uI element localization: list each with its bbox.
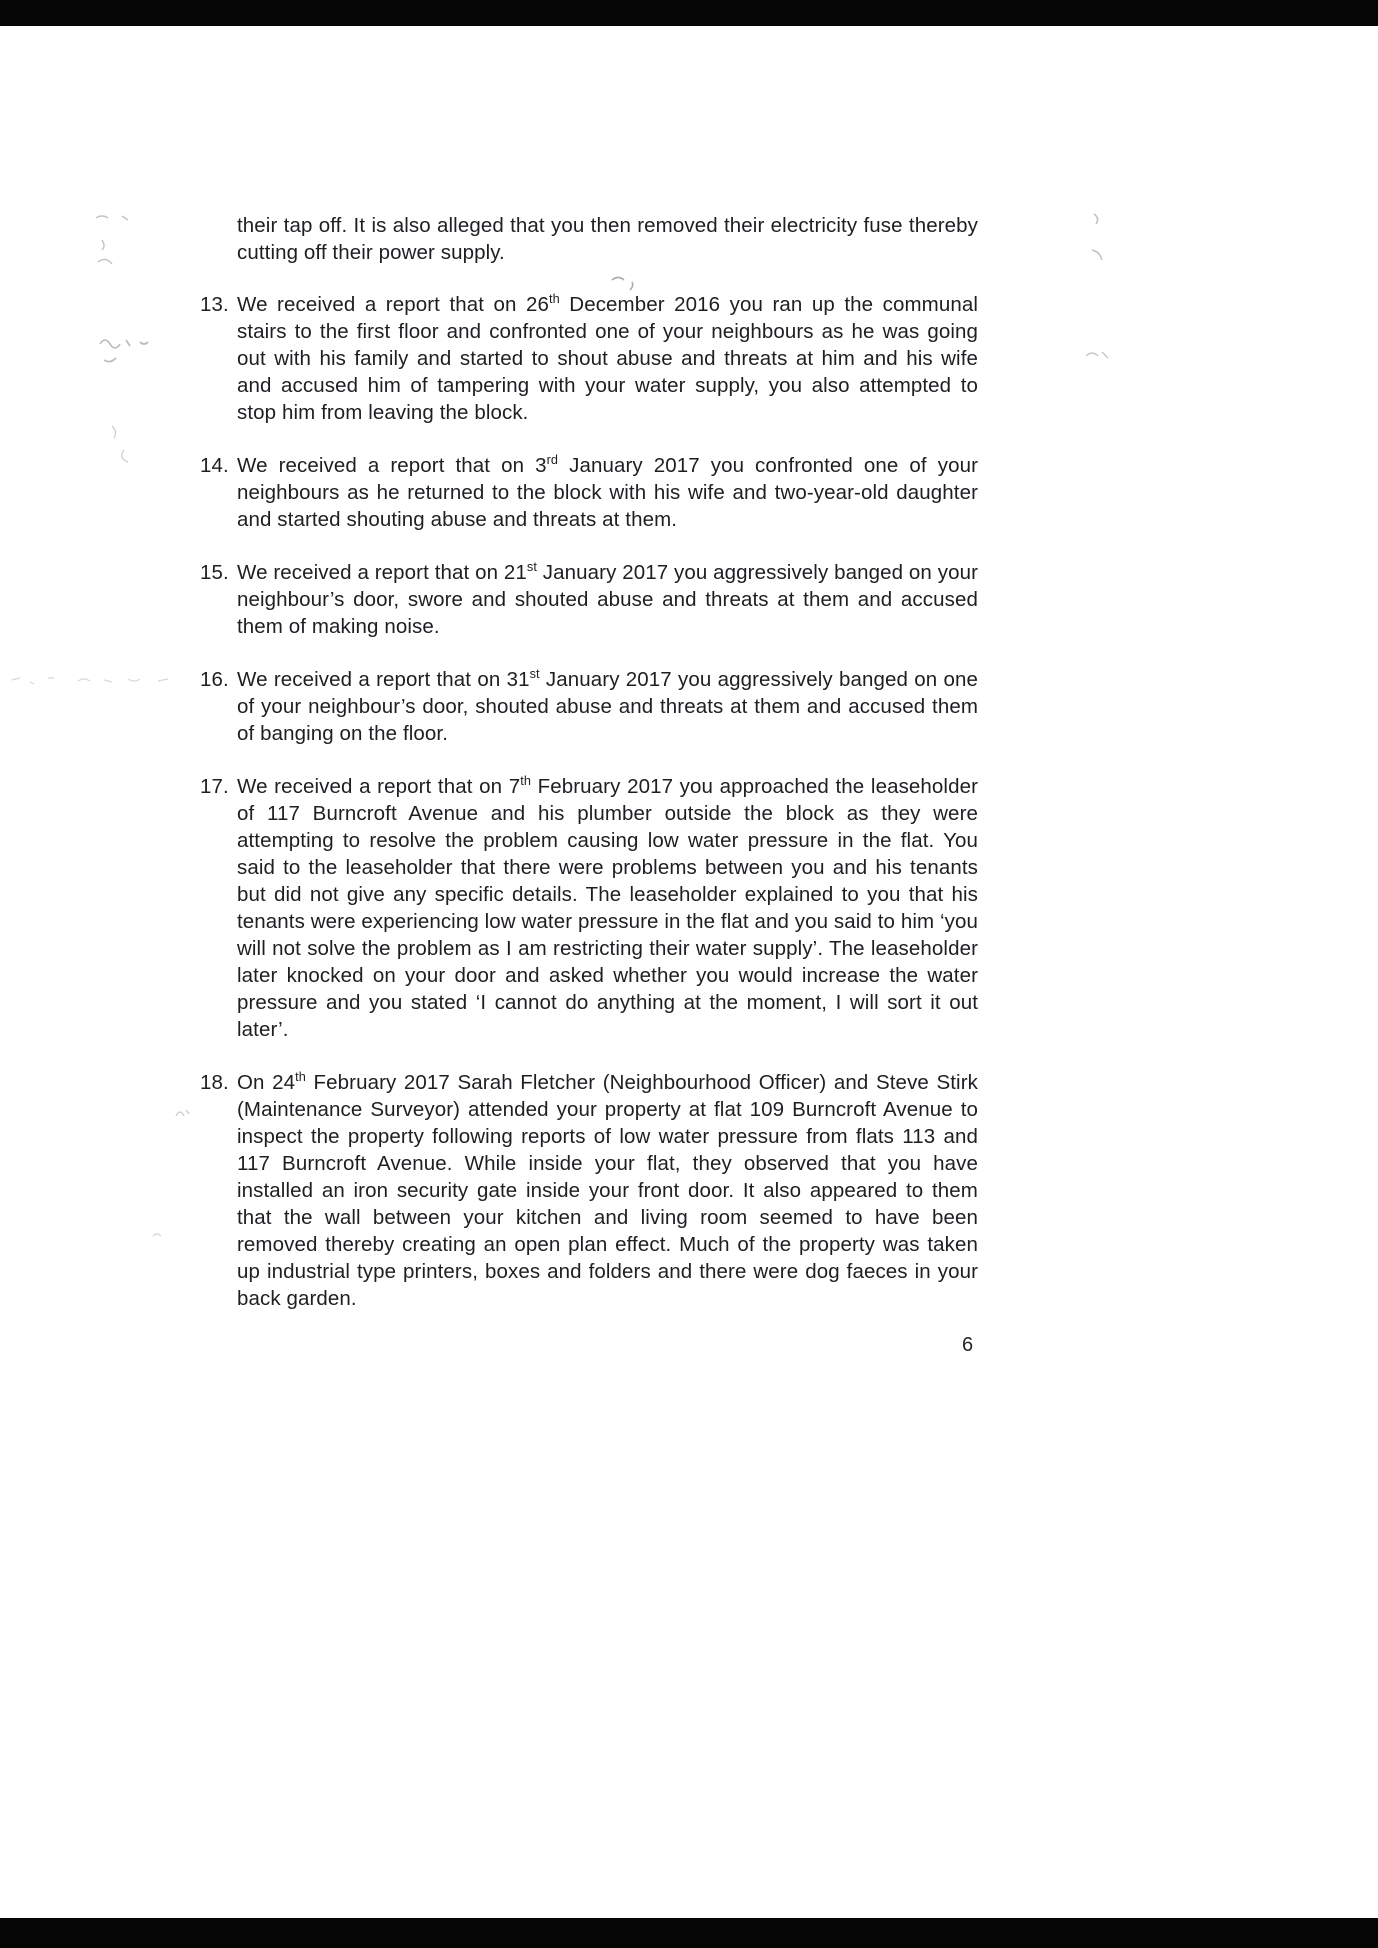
paragraph-17 — [200, 773, 978, 1043]
paragraph-13-text-post: December 2016 you ran up the communal stairs to the first floor and confronted one of your neighbours as he was going out with his family and started to shout abuse and threats at him and his wife and accused him of tampering with your water supply, you also attempted to stop him from leaving the block. — [237, 293, 978, 424]
paragraph-18-text-post: February 2017 Sarah Fletcher (Neighbourhood Officer) and Steve Stirk (Maintenance Surveyor) attended your property at flat 109 Burncroft Avenue to inspect the property following reports of low water pressure from flats 113 and 117 Burncroft Avenue. While inside your flat, they observed that you have installed an iron security gate inside your front door. It also appeared to them that the wall between your kitchen and living room seemed to have been removed thereby creating an open plan effect. Much of the property was taken up industrial type printers, boxes and folders and there were dog faeces in your back garden. — [237, 1071, 978, 1310]
paragraph-continuation — [200, 212, 978, 266]
scan-artifact — [8, 672, 188, 688]
paragraph-17-ordinal: th — [520, 773, 532, 789]
scan-artifact — [172, 1104, 192, 1122]
scan-artifact — [96, 330, 154, 370]
scan-artifact — [1084, 210, 1110, 270]
scan-artifact — [1082, 344, 1112, 368]
paragraph-18-ordinal: th — [295, 1069, 306, 1085]
paragraph-18-text — [237, 1071, 978, 1310]
paragraph-15-text — [237, 561, 978, 638]
paragraph-13-text — [237, 293, 978, 424]
paragraph-16-ordinal: st — [529, 666, 540, 682]
paragraph-18 — [200, 1069, 978, 1312]
paragraph-continuation-text: their tap off. It is also alleged that you then removed their electricity fuse thereby cutting off their power supply. — [237, 214, 978, 264]
scan-artifact — [104, 420, 140, 470]
paragraph-17-text — [237, 775, 978, 1041]
paragraph-15-text-post: January 2017 you aggressively banged on your neighbour’s door, swore and shouted abuse and threats at them and accused them of making noise. — [237, 561, 978, 638]
paragraph-17-text-post: February 2017 you approached the leaseholder of 117 Burncroft Avenue and his plumber outside the block as they were attempting to resolve the problem causing low water pressure in the flat. You said to the leaseholder that there were problems between you and his tenants but did not give any specific details. The leaseholder explained to you that his tenants were experiencing low water pressure in the flat and you said to him ‘you will not solve the problem as I am restricting their water supply’. The leaseholder later knocked on your door and asked whether you would increase the water pressure and you stated ‘I cannot do anything at the moment, I will sort it out later’. — [237, 775, 979, 1041]
paragraph-14-ordinal: rd — [546, 452, 559, 468]
document-body — [200, 212, 978, 1338]
paragraph-16 — [200, 666, 978, 747]
paragraph-16-number: 16. — [200, 668, 229, 691]
paragraph-16-text-post: January 2017 you aggressively banged on one of your neighbour’s door, shouted abuse and threats at them and accused them of banging on the floor. — [237, 668, 979, 745]
paragraph-14 — [200, 452, 978, 533]
paragraph-14-text-post: January 2017 you confronted one of your neighbours as he returned to the block with his wife and two-year-old daughter and started shouting abuse and threats at them. — [237, 454, 979, 531]
paragraph-18-number: 18. — [200, 1071, 229, 1094]
paragraph-13-ordinal: th — [549, 291, 560, 307]
paragraph-18-text-pre: On 24 — [237, 1071, 296, 1094]
scan-artifact — [92, 212, 138, 272]
paragraph-15-number: 15. — [200, 561, 229, 584]
paragraph-13-text-pre: We received a report that on 26 — [237, 293, 550, 316]
paragraph-14-number: 14. — [200, 454, 229, 477]
paragraph-17-text-pre: We received a report that on 7 — [237, 775, 521, 798]
paragraph-13-number: 13. — [200, 293, 229, 316]
scan-edge-bar-top — [0, 0, 1378, 26]
paragraph-17-number: 17. — [200, 775, 229, 798]
page-number: 6 — [962, 1334, 974, 1356]
scan-edge-bar-bottom — [0, 1918, 1378, 1948]
paragraph-15-ordinal: st — [526, 559, 537, 575]
paragraph-14-text — [237, 454, 978, 531]
paragraph-15-text-pre: We received a report that on 21 — [237, 561, 527, 584]
paragraph-15 — [200, 559, 978, 640]
paragraph-14-text-pre: We received a report that on 3 — [237, 454, 547, 477]
paragraph-16-text-pre: We received a report that on 31 — [237, 668, 530, 691]
scan-artifact — [150, 1228, 166, 1242]
paragraph-16-text — [237, 668, 978, 745]
paragraph-13 — [200, 291, 978, 426]
